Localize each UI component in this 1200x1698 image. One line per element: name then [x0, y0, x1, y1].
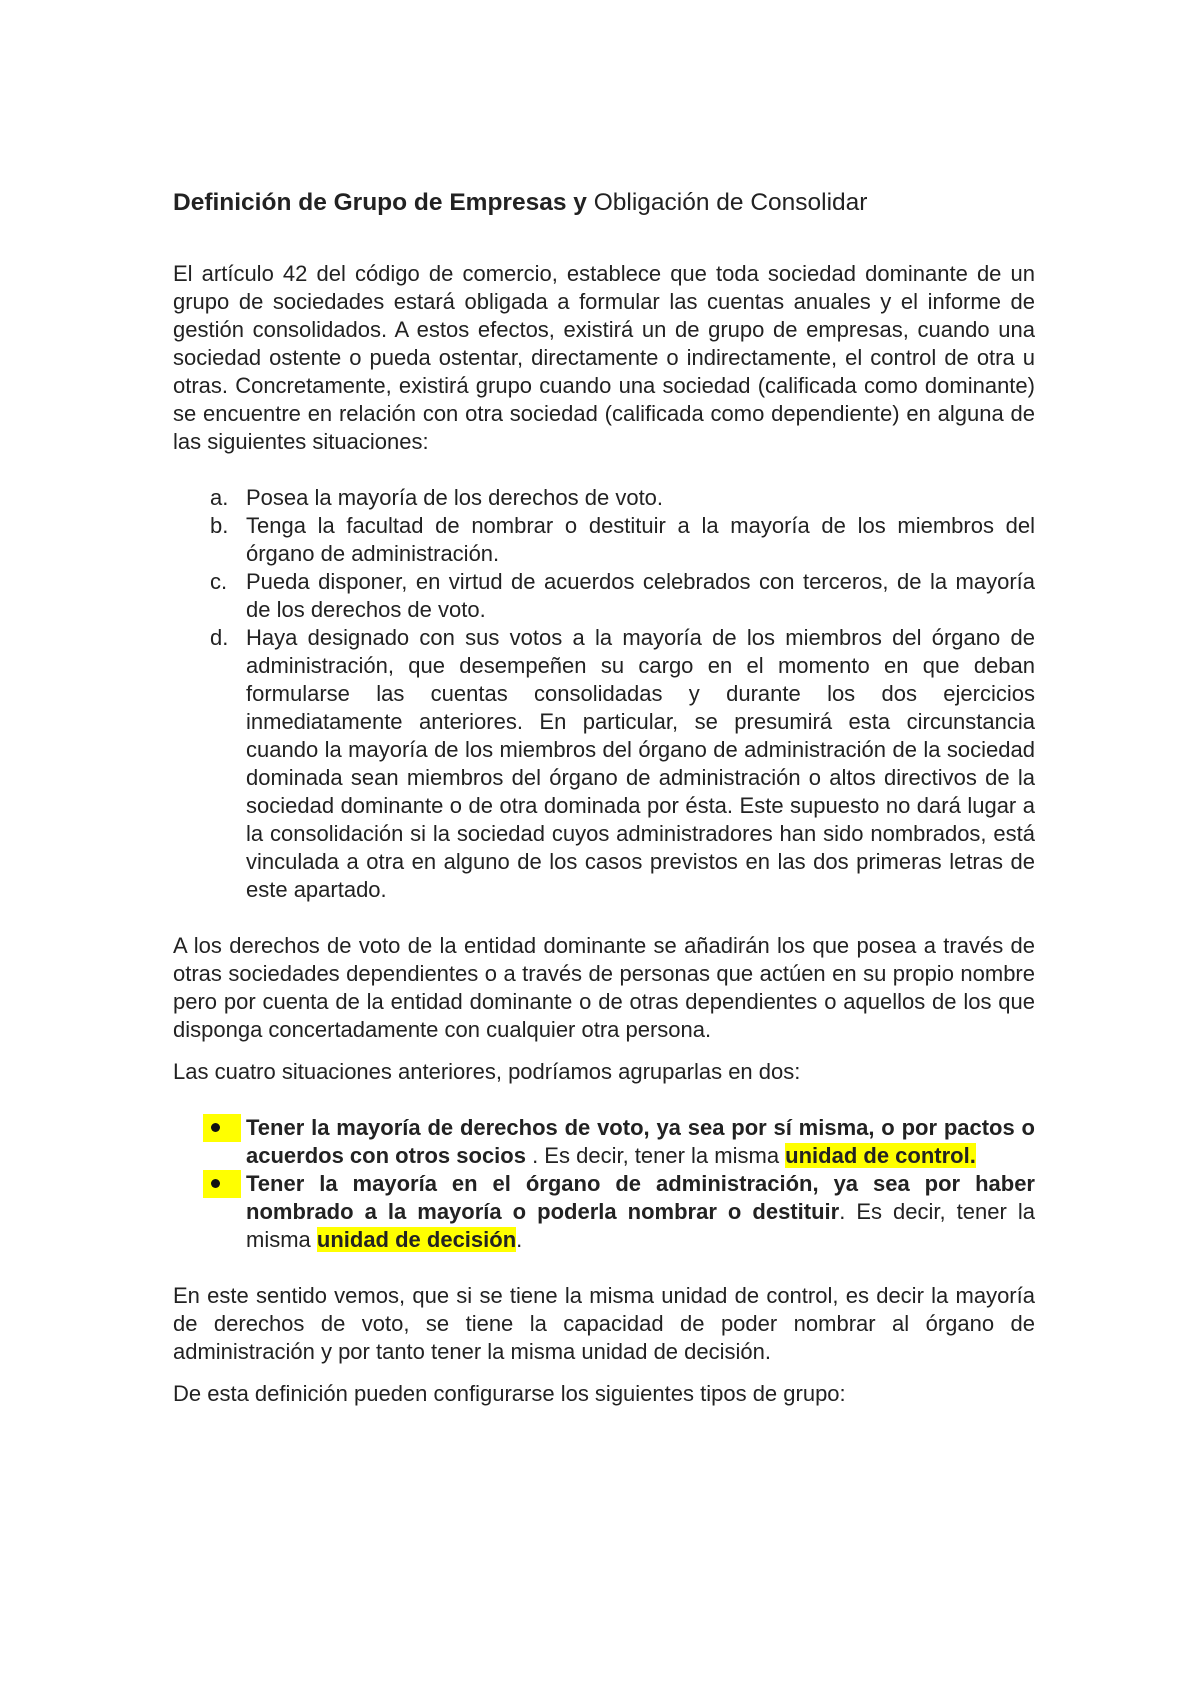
- bullet-normal-text: . Es decir, tener la misma: [525, 1143, 786, 1168]
- situation-text: Pueda disponer, en virtud de acuerdos celebrados con terceros, de la mayoría de los derechos de voto.: [246, 569, 1035, 622]
- bullet-dot-icon: [203, 1114, 241, 1142]
- bullet-dot-icon: [203, 1170, 241, 1198]
- situation-text: Tenga la facultad de nombrar o destituir a la mayoría de los miembros del órgano de administración.: [246, 513, 1035, 566]
- situation-text: Haya designado con sus votos a la mayoría de los miembros del órgano de administración, que desempeñen su cargo en el momento en que deban formularse las cuentas consolidadas y durante los dos ejercicios inmediatamente anteriores. En particular, se presumirá esta circunstancia cuando la mayoría de los miembros del órgano de administración de la sociedad dominada sean miembros del órgano de administración o altos directivos de la sociedad dominante o de otra dominada por ésta. Este supuesto no dará lugar a la consolidación si la sociedad cuyos administradores han sido nombrados, está vinculada a otra en alguno de los casos previstos en las dos primeras letras de este apartado.: [246, 625, 1035, 902]
- list-marker: c.: [210, 569, 228, 594]
- intro-paragraph: El artículo 42 del código de comercio, establece que toda sociedad dominante de un grupo de sociedades estará obligada a formular las cuentas anuales y el informe de gestión consolidados. A estos efectos, existirá un de grupo de empresas, cuando una sociedad ostente o pueda ostentar, directamente o indirectamente, el control de otra u otras. Concretamente, existirá grupo cuando una sociedad (calificada como dominante) se encuentre en relación con otra sociedad (calificada como dependiente) en alguna de las siguientes situaciones:: [173, 261, 1035, 454]
- list-marker: a.: [210, 485, 229, 510]
- group-types-paragraph: De esta definición pueden configurarse los siguientes tipos de grupo:: [173, 1381, 846, 1406]
- bullet-item-decision: [173, 1170, 1035, 1254]
- situations-list: [173, 484, 1035, 904]
- highlighted-term: unidad de decisión: [316, 1227, 517, 1252]
- list-marker: d.: [210, 625, 229, 650]
- bullet-bold-text: Tener la mayoría de derechos de voto, ya sea por sí misma, o por pactos o acuerdos con otros socios: [246, 1115, 1035, 1168]
- bullet-normal-text: . Es decir, tener la misma: [246, 1199, 1035, 1252]
- situation-item-c: [173, 568, 1035, 624]
- title-normal-part: Obligación de Consolidar: [586, 189, 868, 216]
- situation-text: Posea la mayoría de los derechos de voto.: [246, 485, 664, 510]
- situation-item-d: [173, 624, 1035, 904]
- situation-item-b: [173, 512, 1035, 568]
- highlighted-term: unidad de control.: [785, 1143, 976, 1168]
- bullet-bold-text: Tener la mayoría en el órgano de administración, ya sea por haber nombrado a la mayoría o poderla nombrar o destituir: [246, 1171, 1035, 1224]
- grouping-bullets: [173, 1114, 1035, 1254]
- title-bold-part: Definición de Grupo de Empresas y: [173, 189, 587, 216]
- sense-paragraph: En este sentido vemos, que si se tiene la misma unidad de control, es decir la mayoría de derechos de voto, se tiene la capacidad de poder nombrar al órgano de administración y por tanto tener la misma unidad de decisión.: [173, 1283, 1035, 1364]
- document-title: [173, 186, 1035, 220]
- document-body: [173, 186, 1035, 1408]
- grouping-paragraph: Las cuatro situaciones anteriores, podríamos agruparlas en dos:: [173, 1059, 801, 1084]
- votes-paragraph: A los derechos de voto de la entidad dominante se añadirán los que posea a través de otras sociedades dependientes o a través de personas que actúen en su propio nombre pero por cuenta de la entidad dominante o de otras dependientes o aquellos de los que disponga concertadamente con cualquier otra persona.: [173, 933, 1035, 1042]
- bullet-tail: .: [516, 1227, 523, 1252]
- list-marker: b.: [210, 513, 229, 538]
- bullet-item-control: [173, 1114, 1035, 1170]
- situation-item-a: [173, 484, 1035, 512]
